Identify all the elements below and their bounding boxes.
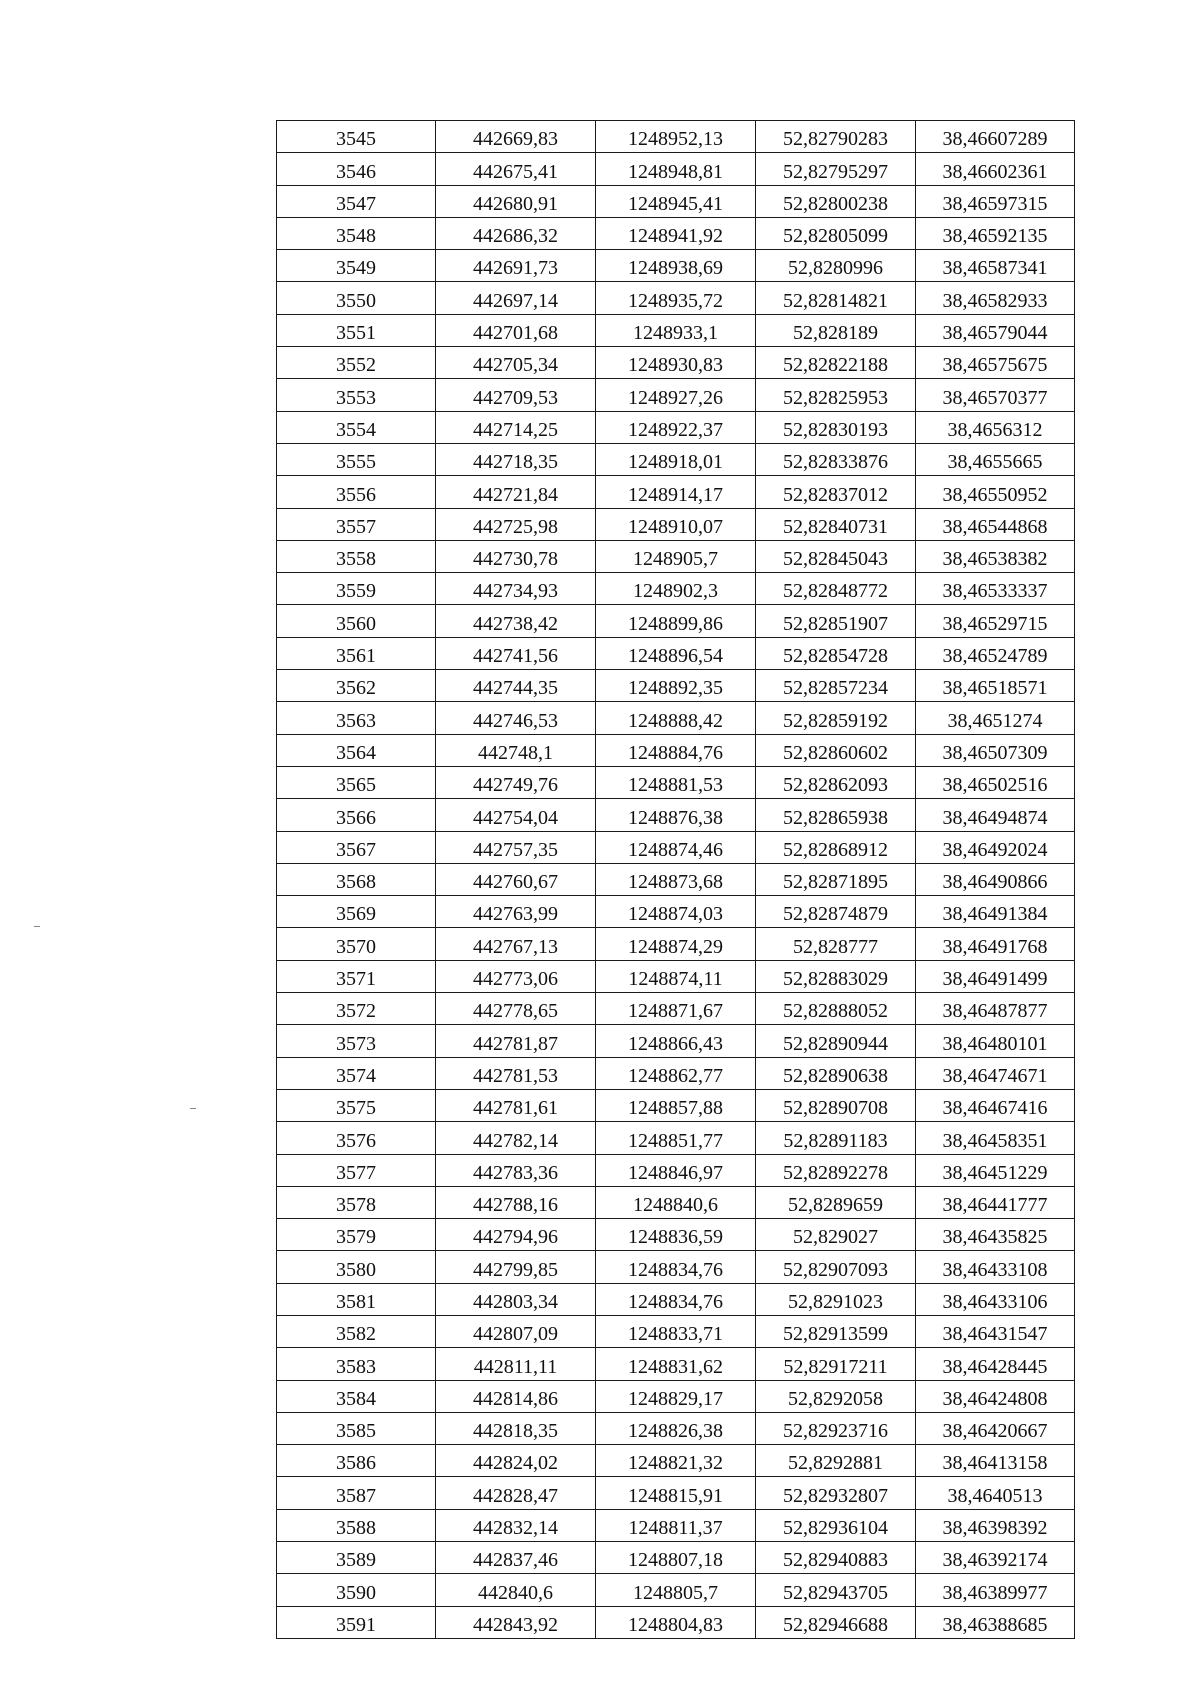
table-row [277, 766, 1075, 798]
table-cell-lon: 38,46592135 [916, 217, 1075, 249]
table-cell-x: 442734,93 [436, 573, 596, 605]
table-cell-lon: 38,46441777 [916, 1186, 1075, 1218]
table-cell-lat: 52,82840731 [756, 508, 916, 540]
table-cell-lat: 52,8280996 [756, 250, 916, 282]
table-cell-no: 3546 [277, 153, 436, 185]
table-cell-no: 3570 [277, 928, 436, 960]
table-cell-lat: 52,82874879 [756, 896, 916, 928]
table-cell-lon: 38,46602361 [916, 153, 1075, 185]
table-cell-lon: 38,46458351 [916, 1122, 1075, 1154]
table-cell-no: 3575 [277, 1089, 436, 1121]
table-cell-lat: 52,82833876 [756, 443, 916, 475]
table-cell-lon: 38,46389977 [916, 1574, 1075, 1606]
table-cell-y: 1248834,76 [596, 1283, 756, 1315]
table-cell-lon: 38,46480101 [916, 1025, 1075, 1057]
table-row [277, 1445, 1075, 1477]
table-cell-lon: 38,46579044 [916, 314, 1075, 346]
table-cell-lon: 38,46491499 [916, 960, 1075, 992]
table-row [277, 734, 1075, 766]
table-cell-x: 442837,46 [436, 1542, 596, 1574]
table-cell-no: 3558 [277, 540, 436, 572]
table-cell-x: 442811,11 [436, 1348, 596, 1380]
table-cell-lon: 38,46474671 [916, 1057, 1075, 1089]
table-cell-y: 1248833,71 [596, 1315, 756, 1347]
table-cell-lon: 38,46467416 [916, 1089, 1075, 1121]
table-row [277, 1315, 1075, 1347]
table-body [277, 121, 1075, 1639]
table-cell-lat: 52,8292058 [756, 1380, 916, 1412]
table-cell-x: 442840,6 [436, 1574, 596, 1606]
table-cell-no: 3576 [277, 1122, 436, 1154]
table-cell-lat: 52,82825953 [756, 379, 916, 411]
table-cell-x: 442741,56 [436, 637, 596, 669]
table-cell-x: 442748,1 [436, 734, 596, 766]
table-cell-lat: 52,828189 [756, 314, 916, 346]
table-cell-lat: 52,82795297 [756, 153, 916, 185]
table-cell-y: 1248873,68 [596, 863, 756, 895]
table-cell-lon: 38,46433108 [916, 1251, 1075, 1283]
table-cell-lat: 52,82805099 [756, 217, 916, 249]
table-row [277, 508, 1075, 540]
table-cell-y: 1248811,37 [596, 1509, 756, 1541]
table-row [277, 1412, 1075, 1444]
table-cell-lat: 52,82848772 [756, 573, 916, 605]
table-cell-y: 1248826,38 [596, 1412, 756, 1444]
table-cell-lat: 52,82800238 [756, 185, 916, 217]
table-cell-no: 3548 [277, 217, 436, 249]
table-cell-lat: 52,82857234 [756, 670, 916, 702]
table-cell-lat: 52,82845043 [756, 540, 916, 572]
table-row [277, 831, 1075, 863]
table-cell-x: 442686,32 [436, 217, 596, 249]
table-cell-x: 442691,73 [436, 250, 596, 282]
table-cell-x: 442832,14 [436, 1509, 596, 1541]
table-cell-x: 442783,36 [436, 1154, 596, 1186]
table-cell-x: 442754,04 [436, 799, 596, 831]
table-cell-lon: 38,46607289 [916, 121, 1075, 153]
table-cell-no: 3588 [277, 1509, 436, 1541]
table-row [277, 1477, 1075, 1509]
table-row [277, 282, 1075, 314]
table-row [277, 896, 1075, 928]
table-row [277, 702, 1075, 734]
table-row [277, 411, 1075, 443]
table-cell-x: 442721,84 [436, 476, 596, 508]
table-cell-lon: 38,46451229 [916, 1154, 1075, 1186]
table-cell-lon: 38,46544868 [916, 508, 1075, 540]
table-row [277, 250, 1075, 282]
table-cell-no: 3553 [277, 379, 436, 411]
table-cell-y: 1248874,29 [596, 928, 756, 960]
coordinates-table-container [276, 120, 1074, 1639]
table-cell-lat: 52,82907093 [756, 1251, 916, 1283]
table-cell-lat: 52,82890708 [756, 1089, 916, 1121]
coordinates-table [276, 120, 1075, 1639]
table-cell-lon: 38,46502516 [916, 766, 1075, 798]
table-cell-lon: 38,46490866 [916, 863, 1075, 895]
table-cell-y: 1248829,17 [596, 1380, 756, 1412]
table-cell-lat: 52,82890944 [756, 1025, 916, 1057]
table-cell-lat: 52,82923716 [756, 1412, 916, 1444]
table-cell-lat: 52,82946688 [756, 1606, 916, 1638]
table-row [277, 443, 1075, 475]
table-row [277, 347, 1075, 379]
table-cell-x: 442714,25 [436, 411, 596, 443]
table-cell-lon: 38,46529715 [916, 605, 1075, 637]
table-cell-lat: 52,82883029 [756, 960, 916, 992]
table-cell-x: 442738,42 [436, 605, 596, 637]
table-cell-no: 3590 [277, 1574, 436, 1606]
table-row [277, 637, 1075, 669]
table-cell-lat: 52,82822188 [756, 347, 916, 379]
table-row [277, 1154, 1075, 1186]
table-cell-lon: 38,46533337 [916, 573, 1075, 605]
table-row [277, 1509, 1075, 1541]
table-cell-x: 442814,86 [436, 1380, 596, 1412]
table-cell-lon: 38,46428445 [916, 1348, 1075, 1380]
table-row [277, 1606, 1075, 1638]
table-cell-lon: 38,46587341 [916, 250, 1075, 282]
table-cell-no: 3579 [277, 1219, 436, 1251]
table-cell-x: 442781,87 [436, 1025, 596, 1057]
table-row [277, 379, 1075, 411]
table-cell-x: 442675,41 [436, 153, 596, 185]
table-cell-lon: 38,46538382 [916, 540, 1075, 572]
table-cell-no: 3583 [277, 1348, 436, 1380]
table-cell-x: 442782,14 [436, 1122, 596, 1154]
table-cell-y: 1248948,81 [596, 153, 756, 185]
table-cell-no: 3580 [277, 1251, 436, 1283]
table-cell-y: 1248866,43 [596, 1025, 756, 1057]
table-cell-y: 1248807,18 [596, 1542, 756, 1574]
table-cell-x: 442781,61 [436, 1089, 596, 1121]
table-cell-y: 1248821,32 [596, 1445, 756, 1477]
table-cell-no: 3586 [277, 1445, 436, 1477]
table-cell-lat: 52,82943705 [756, 1574, 916, 1606]
table-cell-no: 3545 [277, 121, 436, 153]
table-cell-lat: 52,82854728 [756, 637, 916, 669]
table-cell-lat: 52,82871895 [756, 863, 916, 895]
table-cell-lon: 38,46524789 [916, 637, 1075, 669]
table-cell-no: 3569 [277, 896, 436, 928]
table-cell-y: 1248876,38 [596, 799, 756, 831]
table-cell-lon: 38,4656312 [916, 411, 1075, 443]
table-cell-x: 442760,67 [436, 863, 596, 895]
table-cell-x: 442697,14 [436, 282, 596, 314]
table-cell-lon: 38,46424808 [916, 1380, 1075, 1412]
table-cell-y: 1248857,88 [596, 1089, 756, 1121]
table-cell-lat: 52,82936104 [756, 1509, 916, 1541]
table-cell-x: 442807,09 [436, 1315, 596, 1347]
table-cell-no: 3550 [277, 282, 436, 314]
table-cell-x: 442781,53 [436, 1057, 596, 1089]
table-cell-x: 442767,13 [436, 928, 596, 960]
table-cell-lat: 52,828777 [756, 928, 916, 960]
table-cell-y: 1248935,72 [596, 282, 756, 314]
table-cell-x: 442746,53 [436, 702, 596, 734]
table-cell-lat: 52,82790283 [756, 121, 916, 153]
table-row [277, 1348, 1075, 1380]
table-cell-no: 3589 [277, 1542, 436, 1574]
table-row [277, 540, 1075, 572]
table-cell-lat: 52,82888052 [756, 993, 916, 1025]
table-cell-no: 3571 [277, 960, 436, 992]
table-cell-x: 442725,98 [436, 508, 596, 540]
table-cell-no: 3584 [277, 1380, 436, 1412]
table-cell-lat: 52,82890638 [756, 1057, 916, 1089]
table-cell-y: 1248831,62 [596, 1348, 756, 1380]
table-cell-no: 3555 [277, 443, 436, 475]
table-cell-lat: 52,82932807 [756, 1477, 916, 1509]
table-cell-x: 442828,47 [436, 1477, 596, 1509]
table-cell-no: 3582 [277, 1315, 436, 1347]
table-cell-lat: 52,82859192 [756, 702, 916, 734]
table-cell-x: 442818,35 [436, 1412, 596, 1444]
table-cell-y: 1248922,37 [596, 411, 756, 443]
table-cell-y: 1248881,53 [596, 766, 756, 798]
table-cell-x: 442680,91 [436, 185, 596, 217]
table-cell-lon: 38,46491384 [916, 896, 1075, 928]
table-cell-lat: 52,82891183 [756, 1122, 916, 1154]
table-row [277, 960, 1075, 992]
table-cell-x: 442788,16 [436, 1186, 596, 1218]
table-cell-lat: 52,82940883 [756, 1542, 916, 1574]
table-row [277, 1219, 1075, 1251]
table-cell-y: 1248914,17 [596, 476, 756, 508]
table-cell-lat: 52,82851907 [756, 605, 916, 637]
table-cell-lat: 52,82862093 [756, 766, 916, 798]
table-cell-no: 3552 [277, 347, 436, 379]
table-cell-no: 3562 [277, 670, 436, 702]
table-cell-y: 1248945,41 [596, 185, 756, 217]
table-cell-y: 1248874,11 [596, 960, 756, 992]
table-cell-x: 442757,35 [436, 831, 596, 863]
table-cell-lon: 38,46575675 [916, 347, 1075, 379]
table-cell-y: 1248836,59 [596, 1219, 756, 1251]
scan-speck [34, 926, 40, 927]
table-cell-y: 1248840,6 [596, 1186, 756, 1218]
table-cell-no: 3559 [277, 573, 436, 605]
table-cell-lat: 52,82917211 [756, 1348, 916, 1380]
table-cell-lon: 38,4655665 [916, 443, 1075, 475]
table-row [277, 1574, 1075, 1606]
table-cell-y: 1248884,76 [596, 734, 756, 766]
table-cell-x: 442730,78 [436, 540, 596, 572]
table-cell-lon: 38,46491768 [916, 928, 1075, 960]
table-row [277, 1380, 1075, 1412]
table-cell-lon: 38,46392174 [916, 1542, 1075, 1574]
table-cell-x: 442669,83 [436, 121, 596, 153]
table-cell-x: 442773,06 [436, 960, 596, 992]
table-cell-x: 442744,35 [436, 670, 596, 702]
table-cell-y: 1248938,69 [596, 250, 756, 282]
table-row [277, 928, 1075, 960]
table-cell-y: 1248941,92 [596, 217, 756, 249]
table-cell-y: 1248918,01 [596, 443, 756, 475]
table-row [277, 217, 1075, 249]
table-cell-lat: 52,82830193 [756, 411, 916, 443]
table-cell-y: 1248834,76 [596, 1251, 756, 1283]
table-cell-x: 442794,96 [436, 1219, 596, 1251]
table-cell-x: 442718,35 [436, 443, 596, 475]
table-row [277, 573, 1075, 605]
table-cell-y: 1248902,3 [596, 573, 756, 605]
table-cell-lon: 38,4640513 [916, 1477, 1075, 1509]
table-row [277, 185, 1075, 217]
table-cell-y: 1248892,35 [596, 670, 756, 702]
table-cell-y: 1248815,91 [596, 1477, 756, 1509]
table-cell-x: 442778,65 [436, 993, 596, 1025]
table-cell-y: 1248862,77 [596, 1057, 756, 1089]
table-cell-y: 1248905,7 [596, 540, 756, 572]
table-cell-x: 442749,76 [436, 766, 596, 798]
table-cell-x: 442701,68 [436, 314, 596, 346]
table-cell-lat: 52,82837012 [756, 476, 916, 508]
table-cell-y: 1248927,26 [596, 379, 756, 411]
table-cell-no: 3556 [277, 476, 436, 508]
table-row [277, 993, 1075, 1025]
table-cell-y: 1248888,42 [596, 702, 756, 734]
table-cell-y: 1248804,83 [596, 1606, 756, 1638]
table-cell-lon: 38,46570377 [916, 379, 1075, 411]
table-cell-no: 3581 [277, 1283, 436, 1315]
table-cell-lat: 52,82913599 [756, 1315, 916, 1347]
table-cell-lon: 38,46413158 [916, 1445, 1075, 1477]
table-cell-x: 442843,92 [436, 1606, 596, 1638]
table-row [277, 121, 1075, 153]
table-row [277, 1025, 1075, 1057]
table-cell-y: 1248899,86 [596, 605, 756, 637]
table-cell-no: 3554 [277, 411, 436, 443]
table-cell-x: 442763,99 [436, 896, 596, 928]
table-row [277, 670, 1075, 702]
table-cell-no: 3573 [277, 1025, 436, 1057]
table-cell-no: 3561 [277, 637, 436, 669]
table-cell-lat: 52,8292881 [756, 1445, 916, 1477]
table-cell-y: 1248930,83 [596, 347, 756, 379]
table-cell-lon: 38,46597315 [916, 185, 1075, 217]
table-cell-no: 3565 [277, 766, 436, 798]
table-cell-no: 3567 [277, 831, 436, 863]
table-cell-lon: 38,46398392 [916, 1509, 1075, 1541]
table-row [277, 1251, 1075, 1283]
table-cell-x: 442709,53 [436, 379, 596, 411]
table-row [277, 1089, 1075, 1121]
table-cell-no: 3557 [277, 508, 436, 540]
table-cell-y: 1248871,67 [596, 993, 756, 1025]
table-cell-lon: 38,46388685 [916, 1606, 1075, 1638]
table-cell-y: 1248910,07 [596, 508, 756, 540]
table-cell-no: 3566 [277, 799, 436, 831]
table-row [277, 799, 1075, 831]
table-cell-x: 442824,02 [436, 1445, 596, 1477]
table-cell-no: 3574 [277, 1057, 436, 1089]
table-cell-y: 1248805,7 [596, 1574, 756, 1606]
table-cell-lat: 52,82892278 [756, 1154, 916, 1186]
table-cell-lon: 38,46494874 [916, 799, 1075, 831]
table-cell-lat: 52,82814821 [756, 282, 916, 314]
table-row [277, 153, 1075, 185]
table-row [277, 605, 1075, 637]
table-cell-no: 3577 [277, 1154, 436, 1186]
table-row [277, 314, 1075, 346]
table-cell-lon: 38,46518571 [916, 670, 1075, 702]
table-cell-y: 1248933,1 [596, 314, 756, 346]
table-cell-x: 442803,34 [436, 1283, 596, 1315]
table-cell-y: 1248874,46 [596, 831, 756, 863]
table-cell-no: 3585 [277, 1412, 436, 1444]
table-cell-y: 1248846,97 [596, 1154, 756, 1186]
table-cell-no: 3563 [277, 702, 436, 734]
table-cell-lat: 52,82868912 [756, 831, 916, 863]
table-row [277, 1057, 1075, 1089]
table-row [277, 476, 1075, 508]
table-cell-lat: 52,8289659 [756, 1186, 916, 1218]
table-cell-lon: 38,4651274 [916, 702, 1075, 734]
table-cell-no: 3551 [277, 314, 436, 346]
table-cell-no: 3587 [277, 1477, 436, 1509]
table-cell-x: 442705,34 [436, 347, 596, 379]
table-cell-lat: 52,8291023 [756, 1283, 916, 1315]
table-cell-no: 3578 [277, 1186, 436, 1218]
table-cell-no: 3547 [277, 185, 436, 217]
table-cell-no: 3560 [277, 605, 436, 637]
table-cell-x: 442799,85 [436, 1251, 596, 1283]
table-cell-lat: 52,829027 [756, 1219, 916, 1251]
table-cell-no: 3568 [277, 863, 436, 895]
table-cell-y: 1248896,54 [596, 637, 756, 669]
table-cell-lon: 38,46507309 [916, 734, 1075, 766]
table-cell-no: 3591 [277, 1606, 436, 1638]
table-cell-lon: 38,46492024 [916, 831, 1075, 863]
table-cell-y: 1248851,77 [596, 1122, 756, 1154]
table-cell-no: 3549 [277, 250, 436, 282]
table-cell-y: 1248874,03 [596, 896, 756, 928]
table-cell-lon: 38,46431547 [916, 1315, 1075, 1347]
table-cell-lon: 38,46487877 [916, 993, 1075, 1025]
table-cell-lon: 38,46420667 [916, 1412, 1075, 1444]
table-cell-lon: 38,46550952 [916, 476, 1075, 508]
table-cell-lon: 38,46435825 [916, 1219, 1075, 1251]
table-row [277, 1122, 1075, 1154]
table-row [277, 863, 1075, 895]
table-cell-y: 1248952,13 [596, 121, 756, 153]
table-row [277, 1283, 1075, 1315]
table-cell-no: 3564 [277, 734, 436, 766]
table-row [277, 1186, 1075, 1218]
table-cell-lon: 38,46582933 [916, 282, 1075, 314]
table-cell-no: 3572 [277, 993, 436, 1025]
table-cell-lat: 52,82860602 [756, 734, 916, 766]
table-row [277, 1542, 1075, 1574]
table-cell-lat: 52,82865938 [756, 799, 916, 831]
table-cell-lon: 38,46433106 [916, 1283, 1075, 1315]
scan-speck [190, 1108, 196, 1109]
